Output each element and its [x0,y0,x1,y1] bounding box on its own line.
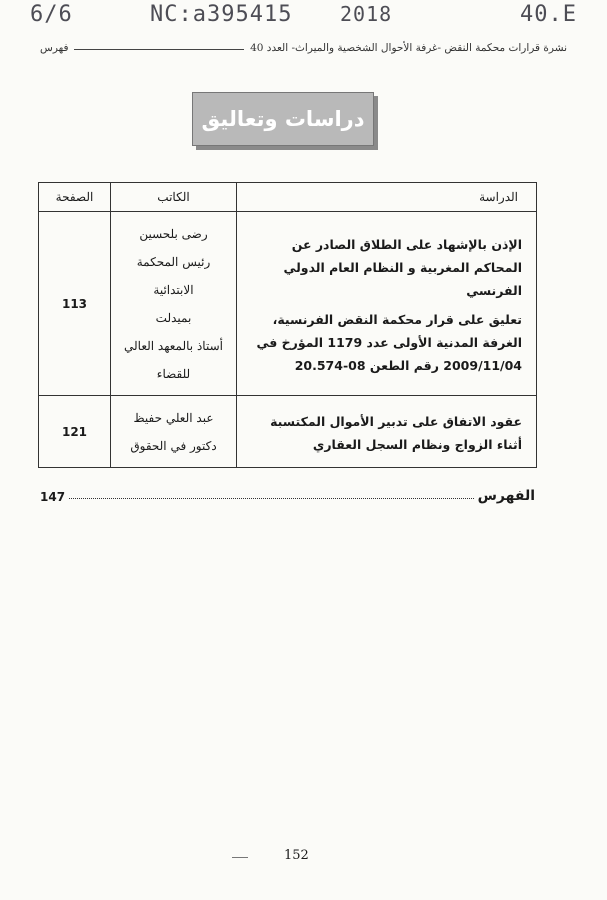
author-title-line: بميدلت [155,310,192,325]
running-header-section: فهرس [40,42,69,54]
study-note: تعليق على قرار محكمة النقض الفرنسية، الغرفة المدنية الأولى عدد 1179 المؤرخ في 2009/11/04 رقم الطعن 08-20.574 [256,311,522,373]
page-cell: 113 [39,212,111,396]
header-author: الكاتب [111,183,237,212]
footer-dash [232,857,248,858]
author-name: عبد العلي حفيظ [133,410,214,425]
header-page: الصفحة [39,183,111,212]
contents-table [38,182,537,468]
table-header-row [39,183,537,212]
index-label: الفهرس [477,488,535,504]
author-cell [111,212,237,396]
section-title: دراسات وتعاليق [201,107,365,131]
study-title: الإذن بالإشهاد على الطلاق الصادر عن المحاكم المغربية و النظام العام الدولي الفرنسي [283,236,522,298]
page-cell: 121 [39,396,111,468]
index-page-number: 147 [40,490,66,504]
table-row [39,212,537,396]
study-cell [237,212,537,396]
dot-leader [69,498,474,499]
study-title: عقود الاتفاق على تدبير الأموال المكتسبة أثناء الزواج ونظام السجل العقاري [270,413,522,452]
author-name: رضى بلحسين [139,226,208,241]
index-entry [40,488,535,504]
author-cell [111,396,237,468]
header-rule [74,49,244,50]
study-cell [237,396,537,468]
author-title-line: للقضاء [156,366,191,381]
handwritten-reference-number: NC:a395415 [150,2,293,27]
handwritten-code: 40.E [520,2,577,27]
handwritten-page-count: 6/6 [30,2,73,27]
author-title-line: أستاذ بالمعهد العالي [124,338,223,353]
section-title-box [192,92,374,146]
author-title-line: رئيس المحكمة الابتدائية [136,254,211,297]
author-title-line: دكتور في الحقوق [130,438,217,453]
header-study: الدراسة [237,183,537,212]
table-row [39,396,537,468]
running-header-text: نشرة قرارات محكمة النقض -غرفة الأحوال الشخصية والميراث- العدد 40 [250,42,567,54]
running-header [40,42,567,54]
page-number: 152 [284,848,309,863]
handwritten-year: 2018 [340,2,393,26]
